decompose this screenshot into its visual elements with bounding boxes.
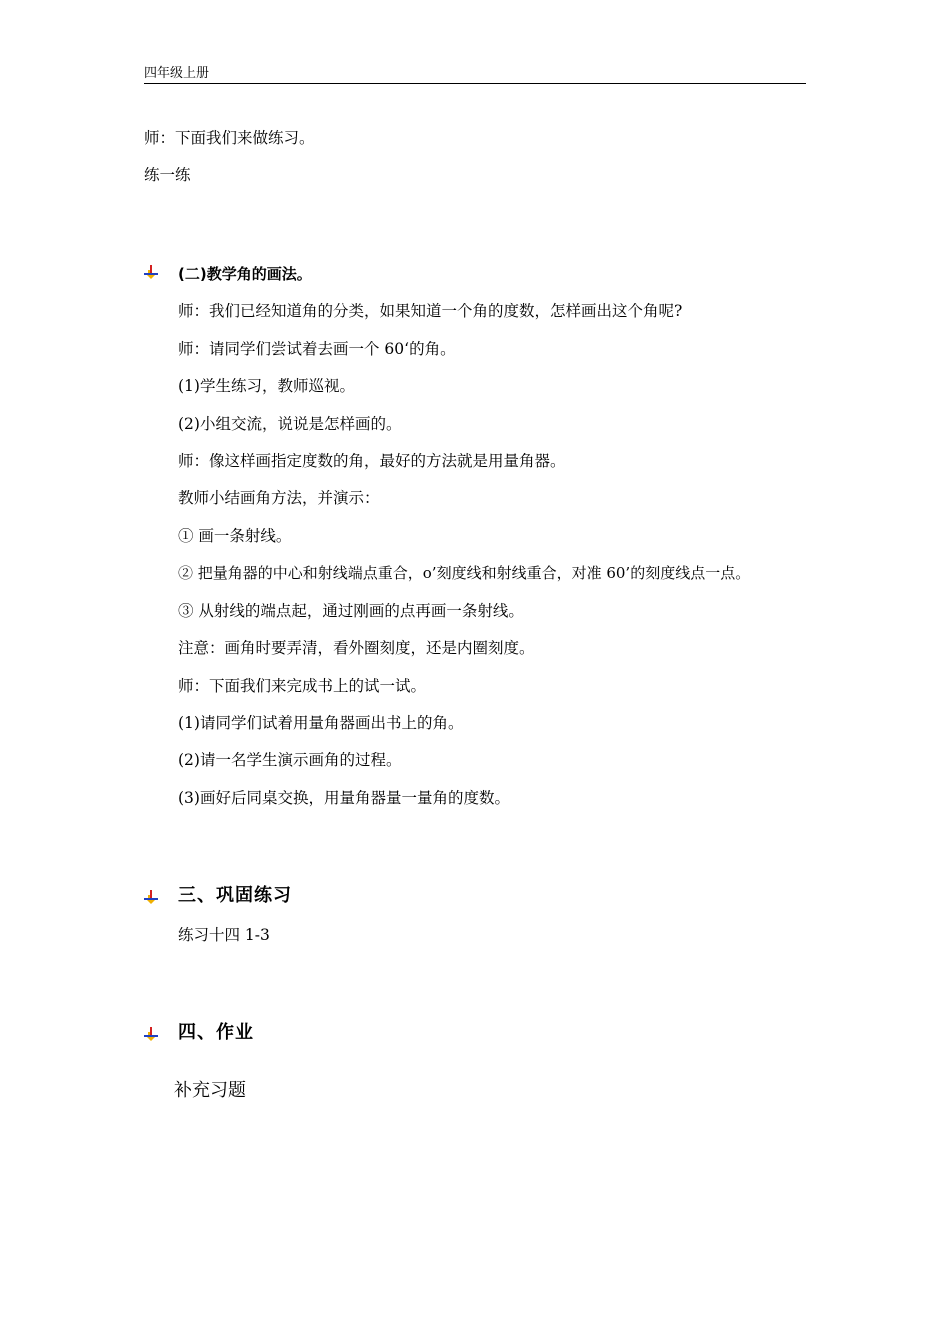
intro-line-1: 师：下面我们来做练习。 [144, 129, 315, 147]
section2-line: 师：请同学们尝试着去画一个 60‘的角。 [178, 340, 456, 358]
header-title: 四年级上册 [144, 66, 210, 81]
section2-line: 教师小结画角方法，并演示： [178, 489, 380, 507]
header-rule [144, 83, 806, 84]
section2-line: (2)小组交流，说说是怎样画的。 [178, 415, 402, 433]
intro-line-2: 练一练 [144, 166, 191, 184]
section2-line: ② 把量角器的中心和射线端点重合，o’刻度线和射线重合，对准 60’的刻度线点一点。 [178, 564, 751, 582]
section2-line: (1)请同学们试着用量角器画出书上的角。 [178, 714, 464, 732]
section3-text: 练习十四 1-3 [178, 926, 270, 944]
section4-heading: 四、作业 [178, 1022, 254, 1043]
section2-line: (3)画好后同桌交换，用量角器量一量角的度数。 [178, 789, 510, 807]
section4-text: 补充习题 [174, 1080, 246, 1101]
section2-line: 师：我们已经知道角的分类，如果知道一个角的度数，怎样画出这个角呢? [178, 302, 683, 320]
section2-line: (1)学生练习，教师巡视。 [178, 377, 355, 395]
section2-line: 师：下面我们来完成书上的试一试。 [178, 677, 427, 695]
bullet-icon [144, 890, 158, 904]
section2-line: 注意：画角时要弄清，看外圈刻度，还是内圈刻度。 [178, 639, 535, 657]
section2-line: (2)请一名学生演示画角的过程。 [178, 751, 402, 769]
section2-line: ① 画一条射线。 [178, 527, 292, 545]
bullet-icon [144, 265, 158, 279]
section2-heading: (二)教学角的画法。 [178, 265, 312, 283]
section2-line: 师：像这样画指定度数的角，最好的方法就是用量角器。 [178, 452, 566, 470]
section3-heading: 三、巩固练习 [178, 885, 292, 906]
bullet-icon [144, 1027, 158, 1041]
section2-line: ③ 从射线的端点起，通过刚画的点再画一条射线。 [178, 602, 524, 620]
